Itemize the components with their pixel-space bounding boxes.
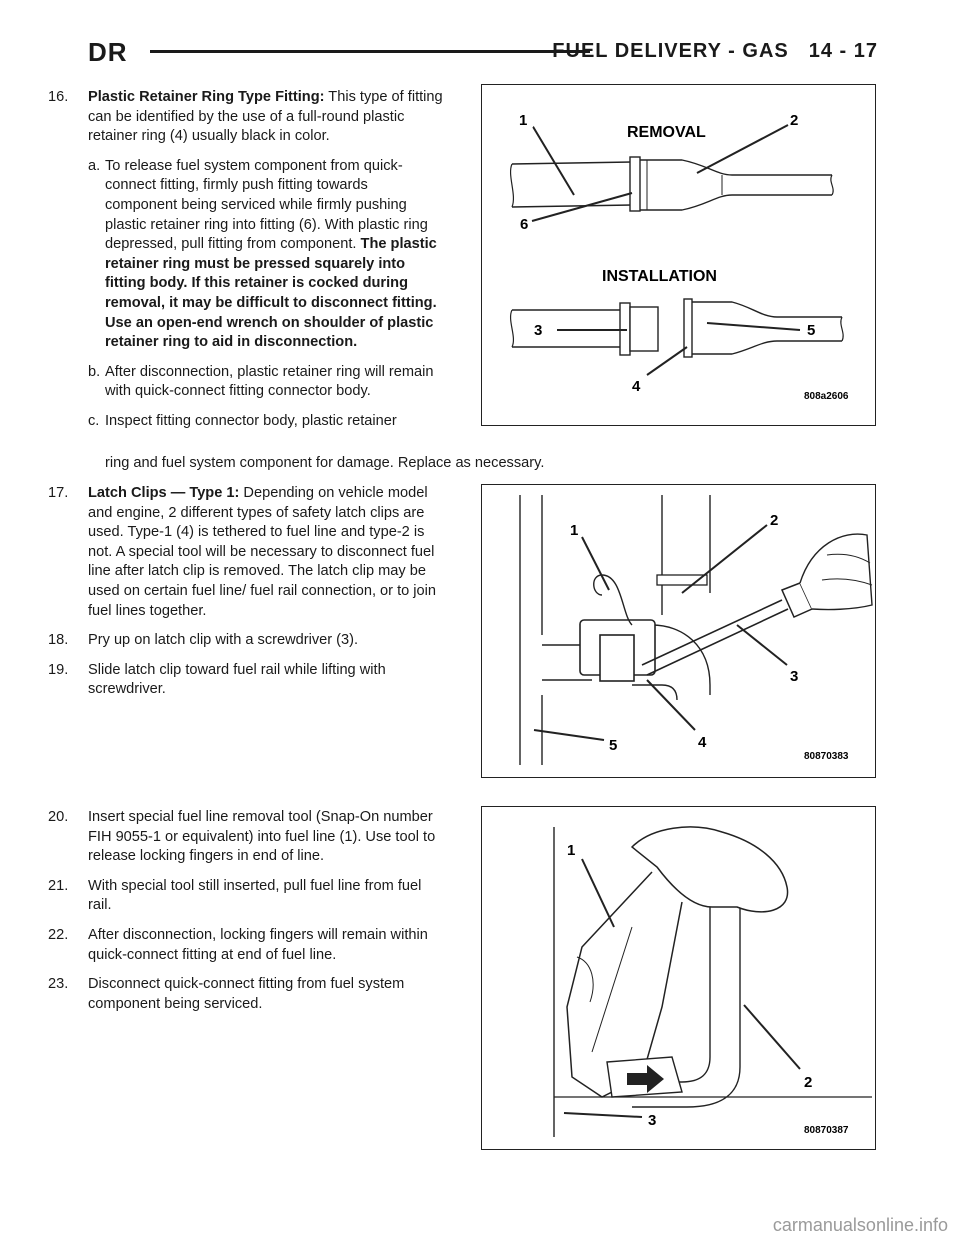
section-title: FUEL DELIVERY - GAS <box>552 40 789 62</box>
sub-label: b. <box>88 363 101 380</box>
sub-text: Inspect fitting connector body, plastic retainer <box>105 412 397 429</box>
step-text: This type of fitting can be identified by the use of a full-round plastic retainer ring (4) usually black in color. <box>88 89 443 145</box>
step-text: Slide latch clip toward fuel rail while lifting with screwdriver. <box>88 661 386 698</box>
retainer-ring-diagram <box>482 85 875 425</box>
callout-2: 2 <box>804 1074 813 1091</box>
step-text: Depending on vehicle model and engine, 2 different types of safety latch clips are used. Type-1 (4) is tethered to fuel line and type-2 is not. A special tool will be necessary to disconnect fuel line after latch clip is removed. The latch clip may be used on certain fuel line/ fuel rail connection, or to join fuel lines together. <box>88 485 437 619</box>
callout-2: 2 <box>770 512 779 529</box>
latch-clip-diagram <box>482 485 875 777</box>
removal-tool-diagram <box>482 807 875 1149</box>
step-text: Disconnect quick-connect fitting from fuel system component being serviced. <box>88 976 405 1012</box>
step-text: After disconnection, locking fingers will remain within quick-connect fitting at end of fuel line. <box>88 926 428 963</box>
callout-5: 5 <box>609 737 618 754</box>
step-text: Insert special fuel line removal tool (Snap-On number FIH 9055-1 or equivalent) into fuel line (1). Use tool to release locking fingers in end of line. <box>88 809 436 865</box>
step-number: 21. <box>48 877 69 894</box>
installation-caption: INSTALLATION <box>602 268 717 285</box>
step-16-intro <box>48 88 444 147</box>
step-16-a <box>88 157 444 353</box>
header-rule <box>150 50 590 53</box>
figure-code: 80870387 <box>804 1125 849 1136</box>
sub-label: c. <box>88 412 100 429</box>
step-18 <box>48 631 444 651</box>
step-number: 17. <box>48 485 69 501</box>
steps-17-19 <box>48 484 444 700</box>
figure-code: 80870383 <box>804 751 849 762</box>
callout-5: 5 <box>807 322 816 339</box>
callout-2: 2 <box>790 112 799 129</box>
step-19 <box>48 661 444 700</box>
step-22 <box>48 926 444 965</box>
step-number: 16. <box>48 89 69 105</box>
sub-text: To release fuel system component from quick-connect fitting, firmly push fitting towards component being serviced while firmly pushing plastic retainer ring into fitting (6). With plastic ring depressed, pull fitting from component. <box>105 157 428 253</box>
sub-caution: The plastic retainer ring must be pressed squarely into fitting body. If this retainer is cocked during removal, it may be difficult to disconnect fitting. Use an open-end wrench on shoulder of plastic retainer ring to aid in disconnection. <box>105 236 437 351</box>
removal-caption: REMOVAL <box>627 124 706 141</box>
footer-watermark[interactable]: carmanualsonline.info <box>772 1215 948 1235</box>
step-21 <box>48 877 444 916</box>
figure-removal-tool <box>481 806 876 1150</box>
callout-3: 3 <box>534 322 543 339</box>
step-16-c <box>88 412 444 432</box>
page-header <box>552 40 878 63</box>
callout-4: 4 <box>698 734 707 751</box>
step-lead: Plastic Retainer Ring Type Fitting: <box>88 89 325 105</box>
step-number: 18. <box>48 632 69 649</box>
figure-latch-clip <box>481 484 876 778</box>
step-17 <box>48 484 444 621</box>
step-20 <box>48 808 444 867</box>
step-number: 23. <box>48 976 69 993</box>
section-code: DR <box>88 37 128 67</box>
callout-1: 1 <box>519 112 528 129</box>
sub-label: a. <box>88 157 101 174</box>
step-lead: Latch Clips — Type 1: <box>88 485 240 501</box>
step-16-c-continued: ring and fuel system component for damage. Replace as necessary. <box>105 455 545 471</box>
step-number: 22. <box>48 926 69 943</box>
callout-3: 3 <box>648 1112 657 1129</box>
sub-text: After disconnection, plastic retainer ring will remain with quick-connect fitting connector body. <box>105 363 434 400</box>
callout-3: 3 <box>790 668 799 685</box>
callout-1: 1 <box>567 842 576 859</box>
page-number: 14 - 17 <box>808 40 878 62</box>
steps-20-23 <box>48 808 444 1014</box>
callout-1: 1 <box>570 522 579 539</box>
step-16 <box>48 88 444 432</box>
step-number: 20. <box>48 809 69 825</box>
step-text: Pry up on latch clip with a screwdriver (3). <box>88 632 359 649</box>
figure-code: 808a2606 <box>804 391 849 402</box>
figure-retainer-ring <box>481 84 876 426</box>
step-number: 19. <box>48 661 69 678</box>
step-text: With special tool still inserted, pull fuel line from fuel rail. <box>88 877 422 914</box>
callout-6: 6 <box>520 216 529 233</box>
step-16-b <box>88 363 444 402</box>
callout-4: 4 <box>632 378 641 395</box>
step-23 <box>48 975 444 1014</box>
